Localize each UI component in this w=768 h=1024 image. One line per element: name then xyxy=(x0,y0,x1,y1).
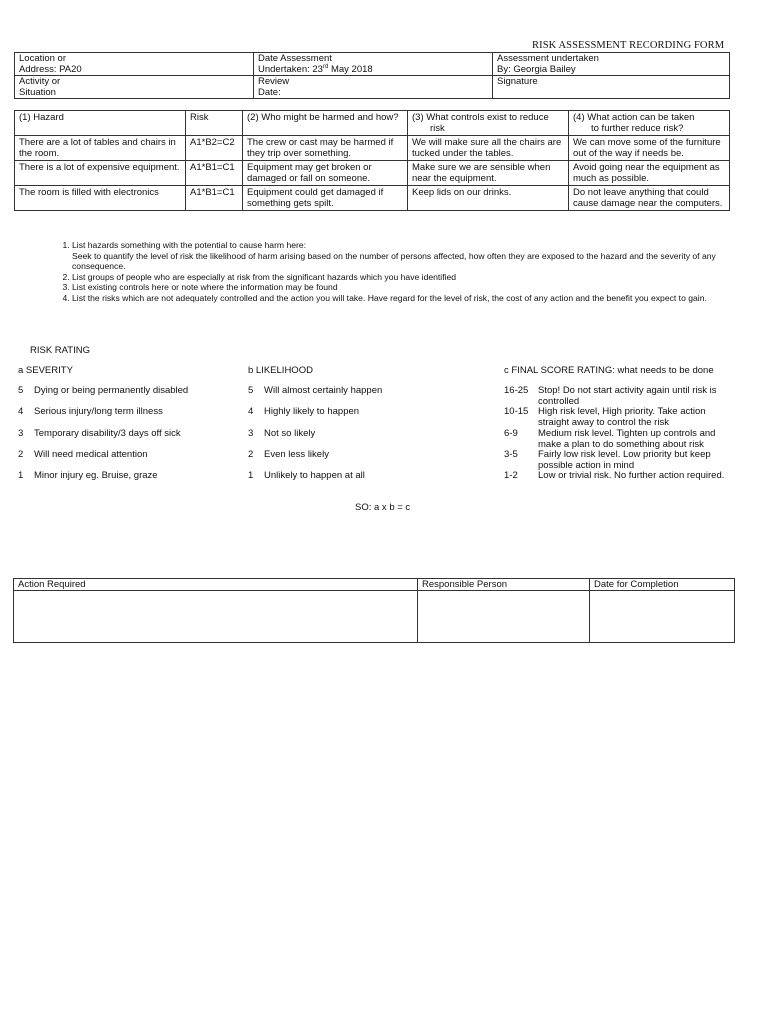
severity-column xyxy=(18,365,238,481)
likelihood-item: 2 Even less likely xyxy=(248,449,329,460)
assessor-cell[interactable] xyxy=(493,53,730,76)
harmed-cell[interactable]: Equipment could get damaged if something gets spilt. xyxy=(243,186,408,211)
harmed-cell[interactable]: The crew or cast may be harmed if they trip over something. xyxy=(243,136,408,161)
final-score-heading: c FINAL SCORE RATING: what needs to be done xyxy=(504,365,714,376)
likelihood-item: 3 Not so likely xyxy=(248,428,316,439)
note-item: 1. List hazards something with the potential to cause harm here: Seek to quantify the level of risk the likelihood of harm arising based on the number of persons affected, how often they are exposed to the hazard and the severity of any consequence. xyxy=(72,240,736,272)
severity-item: 1 Minor injury eg. Bruise, graze xyxy=(18,470,158,481)
address-value: Address: PA20 xyxy=(19,64,82,75)
activity-cell[interactable] xyxy=(15,76,254,99)
table-row xyxy=(14,591,735,643)
hazard-header: (1) Hazard xyxy=(15,111,186,136)
final-score-item: 10-15 High risk level, High priority. Take action straight away to control the risk xyxy=(504,406,706,428)
note-item: 2. List groups of people who are especially at risk from the significant hazards which you have identified xyxy=(72,272,736,283)
risk-cell[interactable]: A1*B1=C1 xyxy=(186,186,243,211)
header-table xyxy=(14,52,730,99)
final-score-column xyxy=(504,365,732,481)
risk-rating-title: RISK RATING xyxy=(30,345,90,356)
date-assessment-label: Date Assessment xyxy=(258,53,332,64)
review-label: Review xyxy=(258,76,290,87)
controls-header: (3) What controls exist to reduce risk xyxy=(408,111,569,136)
action-cell[interactable]: We can move some of the furniture out of the way if needs be. xyxy=(569,136,730,161)
situation-label: Situation xyxy=(19,87,56,98)
notes-list xyxy=(56,240,736,303)
final-score-item: 6-9 Medium risk level. Tighten up controls and make a plan to do something about risk xyxy=(504,428,716,450)
action-cell[interactable]: Avoid going near the equipment as much as possible. xyxy=(569,161,730,186)
severity-item: 4 Serious injury/long term illness xyxy=(18,406,163,417)
action-header: (4) What action can be taken to further reduce risk? xyxy=(569,111,730,136)
final-score-item: 3-5 Fairly low risk level. Low priority but keep possible action in mind xyxy=(504,449,711,471)
action-required-cell[interactable] xyxy=(14,591,418,643)
action-required-header: Action Required xyxy=(14,579,418,591)
action-table xyxy=(13,578,735,643)
assessor-name: By: Georgia Bailey xyxy=(497,64,576,75)
controls-cell[interactable]: Keep lids on our drinks. xyxy=(408,186,569,211)
review-date: Date: xyxy=(258,87,281,98)
table-row xyxy=(15,161,730,186)
hazard-cell[interactable]: There is a lot of expensive equipment. xyxy=(15,161,186,186)
hazard-table-header xyxy=(15,111,730,136)
responsible-person-cell[interactable] xyxy=(418,591,590,643)
severity-item: 2 Will need medical attention xyxy=(18,449,148,460)
signature-cell[interactable] xyxy=(493,76,730,99)
harmed-cell[interactable]: Equipment may get broken or damaged or fall on someone. xyxy=(243,161,408,186)
risk-header: Risk xyxy=(186,111,243,136)
note-item: 3. List existing controls here or note where the information may be found xyxy=(72,282,736,293)
hazard-cell[interactable]: The room is filled with electronics xyxy=(15,186,186,211)
controls-cell[interactable]: Make sure we are sensible when near the equipment. xyxy=(408,161,569,186)
final-score-item: 16-25 Stop! Do not start activity again until risk is controlled xyxy=(504,385,717,407)
severity-item: 5 Dying or being permanently disabled xyxy=(18,385,189,396)
review-cell[interactable] xyxy=(254,76,493,99)
action-cell[interactable]: Do not leave anything that could cause damage near the computers. xyxy=(569,186,730,211)
undertaken-date: Undertaken: 23rd May 2018 xyxy=(258,63,373,75)
location-label: Location or xyxy=(19,53,67,64)
severity-item: 3 Temporary disability/3 days off sick xyxy=(18,428,181,439)
assessment-undertaken-label: Assessment undertaken xyxy=(497,53,599,64)
risk-cell[interactable]: A1*B1=C1 xyxy=(186,161,243,186)
likelihood-item: 4 Highly likely to happen xyxy=(248,406,360,417)
hazard-cell[interactable]: There are a lot of tables and chairs in the room. xyxy=(15,136,186,161)
signature-label: Signature xyxy=(497,76,538,87)
table-row xyxy=(15,186,730,211)
harmed-header: (2) Who might be harmed and how? xyxy=(243,111,408,136)
likelihood-item: 5 Will almost certainly happen xyxy=(248,385,383,396)
date-completion-cell[interactable] xyxy=(590,591,735,643)
table-row xyxy=(15,136,730,161)
controls-cell[interactable]: We will make sure all the chairs are tucked under the tables. xyxy=(408,136,569,161)
action-table-header xyxy=(14,579,735,591)
likelihood-item: 1 Unlikely to happen at all xyxy=(248,470,365,481)
hazard-table xyxy=(14,110,730,211)
score-formula: SO: a x b = c xyxy=(355,502,411,513)
likelihood-heading: b LIKELIHOOD xyxy=(248,365,313,376)
note-item: 4. List the risks which are not adequately controlled and the action you will take. Have regard for the level of risk, the cost of any action and the benefit you expect to gain. xyxy=(72,293,736,304)
activity-label: Activity or xyxy=(19,76,61,87)
date-assessment-cell[interactable] xyxy=(254,53,493,76)
severity-heading: a SEVERITY xyxy=(18,365,73,376)
final-score-item: 1-2 Low or trivial risk. No further action required. xyxy=(504,470,725,481)
risk-cell[interactable]: A1*B2=C2 xyxy=(186,136,243,161)
location-cell[interactable] xyxy=(15,53,254,76)
form-title: RISK ASSESSMENT RECORDING FORM xyxy=(532,40,725,51)
date-completion-header: Date for Completion xyxy=(590,579,735,591)
likelihood-column xyxy=(248,365,488,481)
responsible-person-header: Responsible Person xyxy=(418,579,590,591)
